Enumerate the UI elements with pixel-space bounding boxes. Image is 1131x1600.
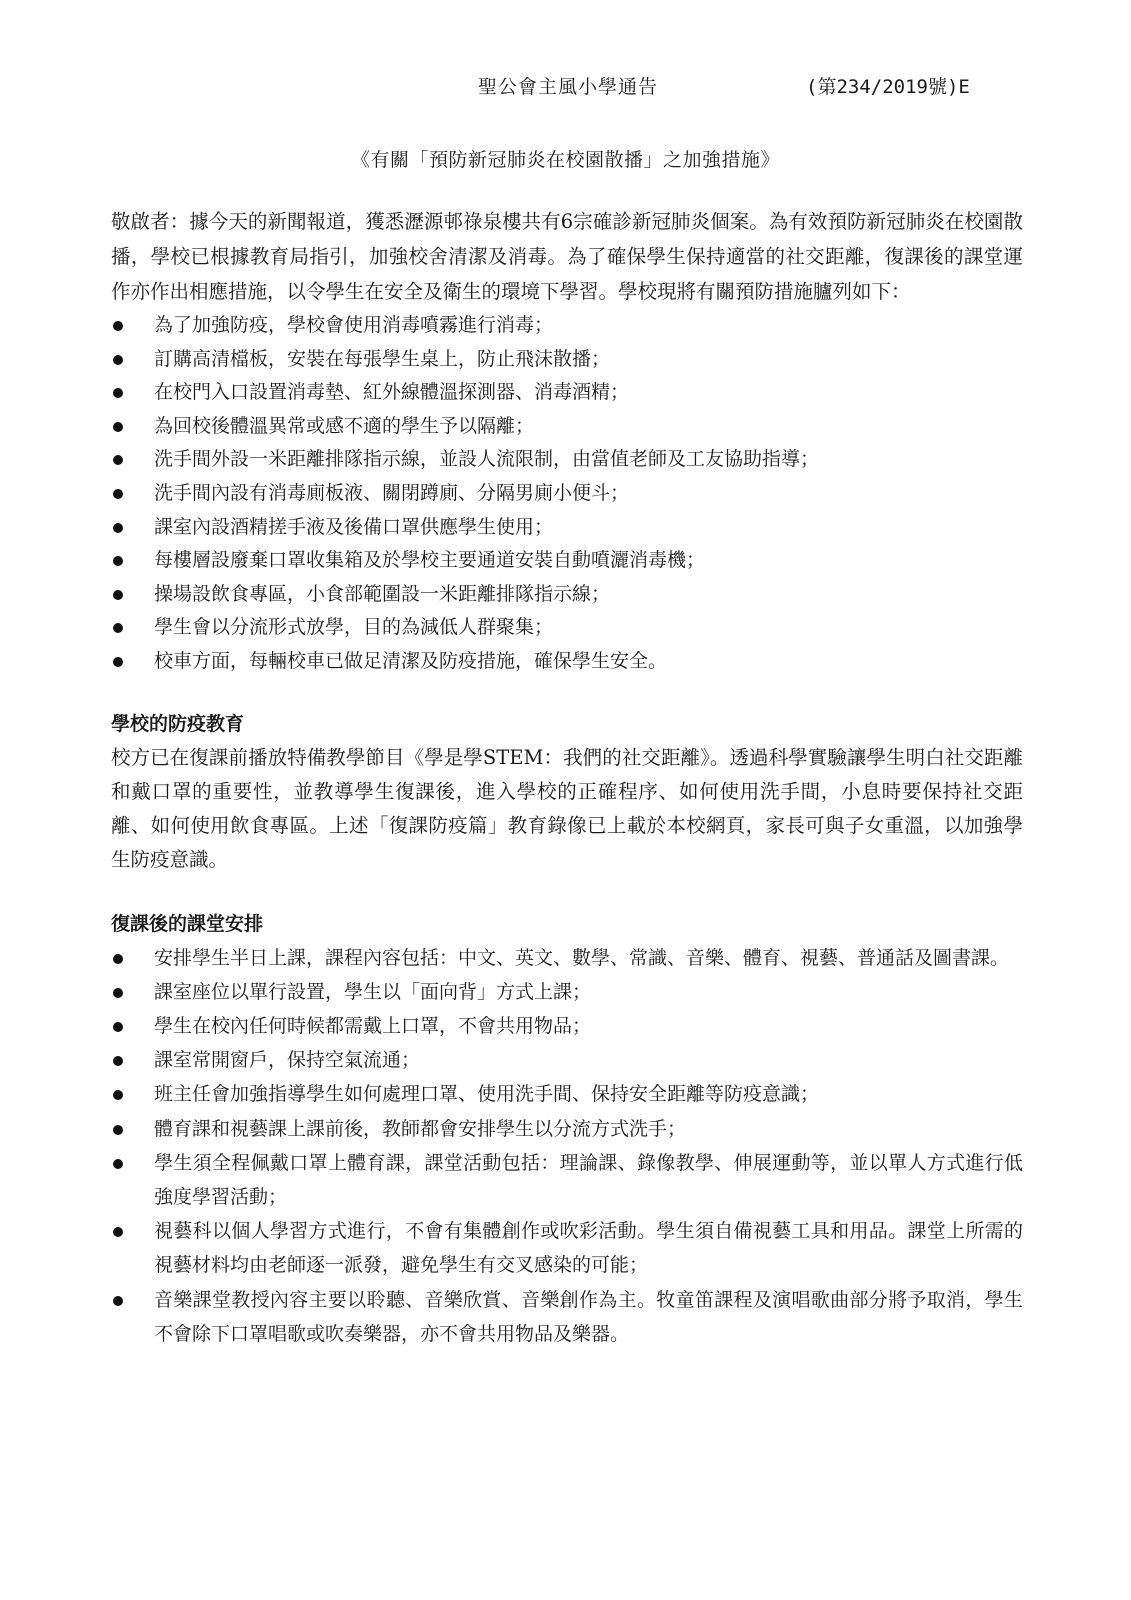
- list-item: [111, 443, 1023, 477]
- measure-text: 為回校後體溫異常或感不適的學生予以隔離；: [154, 414, 535, 437]
- bullet-icon: [113, 388, 123, 398]
- bullet-icon: [113, 1090, 123, 1100]
- bullet-icon: [113, 455, 123, 465]
- list-item: [111, 1214, 1023, 1282]
- list-item: [111, 1009, 1023, 1043]
- measures-list: [111, 309, 1023, 679]
- measure-text: 學生會以分流形式放學，目的為減低人群聚集；: [154, 616, 554, 639]
- measure-text: 為了加強防疫，學校會使用消毒噴霧進行消毒；: [154, 314, 554, 336]
- bullet-icon: [113, 623, 123, 633]
- list-item: [111, 645, 1023, 679]
- bullet-icon: [113, 988, 123, 998]
- measure-text: 課室內設酒精搓手液及後備口罩供應學生使用；: [154, 515, 554, 538]
- bullet-icon: [113, 523, 123, 533]
- measure-text: 校車方面，每輛校車已做足清潔及防疫措施，確保學生安全。: [154, 649, 668, 672]
- list-item: [111, 309, 1023, 343]
- list-item: [111, 1077, 1023, 1111]
- list-item: [111, 1112, 1023, 1146]
- list-item: [111, 376, 1023, 410]
- bullet-icon: [113, 1296, 123, 1306]
- bullet-icon: [113, 1125, 123, 1135]
- arrangement-text: 學生在校內任何時候都需戴上口罩，不會共用物品；: [154, 1014, 592, 1037]
- list-item: [111, 544, 1023, 578]
- list-item: [111, 477, 1023, 511]
- bullet-icon: [113, 355, 123, 365]
- bullet-icon: [113, 556, 123, 566]
- measure-text: 在校門入口設置消毒墊、紅外線體溫探測器、消毒酒精；: [154, 381, 630, 404]
- list-item: [111, 1043, 1023, 1077]
- bullet-icon: [113, 422, 123, 432]
- arrangement-text: 體育課和視藝課上課前後，教師都會安排學生以分流方式洗手；: [154, 1117, 687, 1140]
- measure-text: 洗手間外設一米距離排隊指示線，並設人流限制，由當值老師及工友協助指導；: [154, 448, 820, 471]
- arrangement-text: 視藝科以個人學習方式進行，不會有集體創作或吹彩活動。學生須自備視藝工具和用品。課堂上所需的視藝材料均由老師逐一派發，避免學生有交叉感染的可能；: [154, 1220, 1023, 1277]
- list-item: [111, 975, 1023, 1009]
- arrangement-text: 課室座位以單行設置，學生以「面向背」方式上課；: [154, 980, 592, 1003]
- notice-header: [0, 72, 1131, 102]
- list-item: [111, 611, 1023, 645]
- class-arrangement-list: [111, 941, 1023, 1351]
- notice-number: (第234/2019號)E: [806, 76, 970, 98]
- bullet-icon: [113, 590, 123, 600]
- list-item: [111, 410, 1023, 444]
- arrangement-text: 課室常開窗戶，保持空氣流通；: [154, 1049, 421, 1072]
- bullet-icon: [113, 1227, 123, 1237]
- measure-text: 洗手間內設有消毒廁板液、關閉蹲廁、分隔男廁小便斗；: [154, 481, 630, 504]
- class-arrangement-heading: 復課後的課堂安排: [111, 912, 264, 935]
- list-item: [111, 343, 1023, 377]
- measure-text: 每樓層設廢棄口罩收集箱及於學校主要通道安裝自動噴灑消毒機；: [154, 549, 706, 572]
- measure-text: 訂購高清檔板，安裝在每張學生桌上，防止飛沫散播；: [154, 347, 611, 370]
- measure-text: 操場設飲食專區，小食部範圍設一米距離排隊指示線；: [154, 582, 611, 605]
- list-item: [111, 1283, 1023, 1351]
- arrangement-text: 音樂課堂教授內容主要以聆聽、音樂欣賞、音樂創作為主。牧童笛課程及演唱歌曲部分將予取消，學生不會除下口罩唱歌或吹奏樂器，亦不會共用物品及樂器。: [154, 1288, 1023, 1345]
- school-notice-title: 聖公會主風小學通告: [478, 76, 659, 98]
- notice-body: [111, 204, 1023, 1351]
- list-item: [111, 511, 1023, 545]
- arrangement-text: 班主任會加強指導學生如何處理口罩、使用洗手間、保持安全距離等防疫意識；: [154, 1083, 820, 1106]
- bullet-icon: [113, 657, 123, 667]
- intro-paragraph: 敬啟者：據今天的新聞報道，獲悉瀝源邨祿泉樓共有6宗確診新冠肺炎個案。為有效預防新冠肺炎在校園散播，學校已根據教育局指引，加強校舍清潔及消毒。為了確保學生保持適當的社交距離，復課後的課堂運作亦作出相應措施，以令學生在安全及衛生的環境下學習。學校現將有關預防措施臚列如下：: [111, 210, 1023, 303]
- bullet-icon: [113, 954, 123, 964]
- education-paragraph: 校方已在復課前播放特備教學節目《學是學STEM：我們的社交距離》。透過科學實驗讓學生明白社交距離和戴口罩的重要性，並教導學生復課後，進入學校的正確程序、如何使用洗手間，小息時要保持社交距離、如何使用飲食專區。上述「復課防疫篇」教育錄像已上載於本校網頁，家長可與子女重溫，以加強學生防疫意識。: [111, 745, 1023, 871]
- bullet-icon: [113, 1022, 123, 1032]
- bullet-icon: [113, 1056, 123, 1066]
- notice-subject: 《有關「預防新冠肺炎在校園散播」之加強措施》: [350, 149, 780, 171]
- bullet-icon: [113, 321, 123, 331]
- bullet-icon: [113, 489, 123, 499]
- education-section-heading: 學校的防疫教育: [111, 712, 245, 735]
- list-item: [111, 1146, 1023, 1214]
- list-item: [111, 578, 1023, 612]
- bullet-icon: [113, 1159, 123, 1169]
- list-item: [111, 941, 1023, 975]
- arrangement-text: 學生須全程佩戴口罩上體育課，課堂活動包括：理論課、錄像教學、伸展運動等，並以單人方式進行低強度學習活動；: [154, 1151, 1023, 1208]
- arrangement-text: 安排學生半日上課，課程內容包括：中文、英文、數學、常識、音樂、體育、視藝、普通話及圖書課。: [154, 946, 1010, 969]
